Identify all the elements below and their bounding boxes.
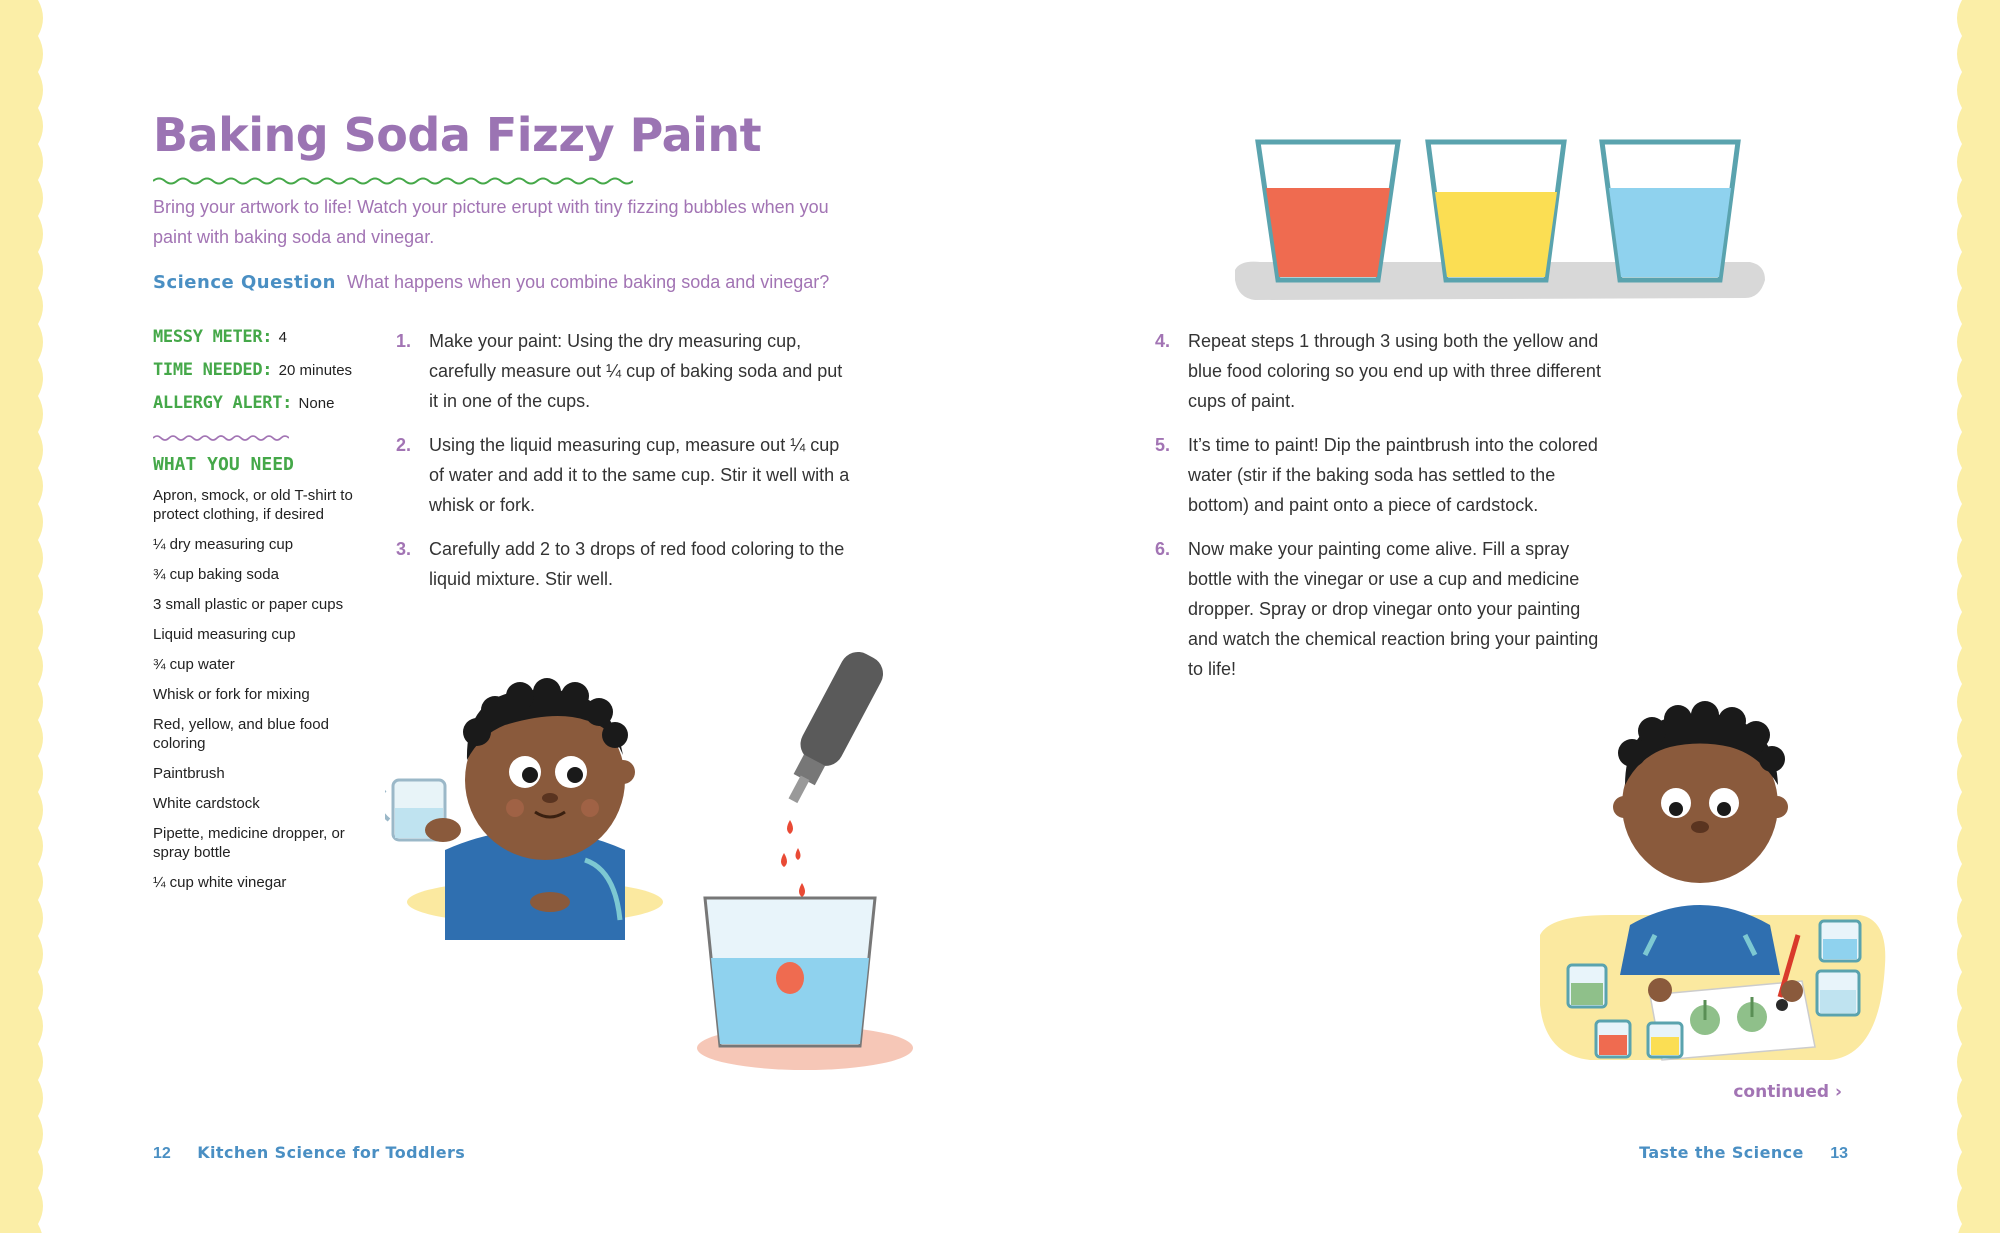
step-text: Carefully add 2 to 3 drops of red food coloring to the liquid mixture. Stir well. [429, 539, 845, 589]
step-item [396, 430, 856, 520]
step-text: Using the liquid measuring cup, measure out ¼ cup of water and add it to the same cup. Stir it well with a whisk or fork. [429, 435, 850, 515]
time-needed-value: 20 minutes [278, 362, 353, 379]
messy-meter-value: 4 [278, 329, 288, 346]
science-question-text: What happens when you combine baking soda and vinegar? [346, 272, 830, 292]
step-number: 5. [1155, 435, 1171, 455]
sidebar-divider-wave [153, 434, 289, 442]
supply-item: Liquid measuring cup [153, 626, 296, 643]
step-item [396, 534, 856, 594]
page-title: Baking Soda Fizzy Paint [153, 108, 762, 162]
page-number-left: 12 [153, 1145, 171, 1162]
step-text: Now make your painting come alive. Fill a spray bottle with the vinegar or use a cup and medicine dropper. Spray or drop vinegar onto your painting and watch the chemical reaction bring your painting to life! [1188, 539, 1599, 679]
book-title: Kitchen Science for Toddlers [197, 1143, 466, 1162]
what-you-need-heading: WHAT YOU NEED [153, 454, 294, 475]
left-page-edge [0, 0, 60, 1233]
step-item [396, 326, 856, 416]
allergy-alert [153, 393, 352, 426]
supply-item: Apron, smock, or old T-shirt to protect clothing, if desired [153, 487, 353, 523]
step-item [1155, 326, 1615, 416]
allergy-alert-value: None [298, 395, 335, 412]
child-painting-illustration [1530, 635, 1890, 1075]
child-pouring-illustration [385, 640, 675, 940]
supply-item: Whisk or fork for mixing [153, 686, 310, 703]
supplies-list [153, 486, 373, 903]
supply-item: Red, yellow, and blue food coloring [153, 716, 329, 752]
continued-label: continued › [1733, 1082, 1842, 1102]
step-number: 2. [396, 435, 412, 455]
supply-item: ¼ dry measuring cup [153, 536, 294, 553]
messy-meter [153, 327, 352, 360]
allergy-alert-label: ALLERGY ALERT: [153, 393, 293, 413]
time-needed-label: TIME NEEDED: [153, 360, 273, 380]
section-title: Taste the Science [1639, 1143, 1804, 1162]
science-question-label: Science Question [153, 272, 336, 293]
supply-item: White cardstock [153, 795, 260, 812]
title-underline-wave [153, 176, 633, 186]
footer-left [153, 1143, 465, 1163]
step-number: 6. [1155, 539, 1171, 559]
step-number: 4. [1155, 331, 1171, 351]
step-text: It’s time to paint! Dip the paintbrush into the colored water (stir if the baking soda has settled to the bottom) and paint onto a piece of cardstock. [1188, 435, 1598, 515]
step-number: 3. [396, 539, 412, 559]
dropper-glass-illustration [690, 648, 930, 1073]
supply-item: Paintbrush [153, 765, 225, 782]
supply-item: ¾ cup baking soda [153, 566, 279, 583]
intro-text: Bring your artwork to life! Watch your picture erupt with tiny fizzing bubbles when you paint with baking soda and vinegar. [153, 197, 829, 247]
supply-item: ¼ cup white vinegar [153, 874, 287, 891]
time-needed [153, 360, 352, 393]
steps-list-left [396, 326, 856, 608]
step-item [1155, 430, 1615, 520]
messy-meter-label: MESSY METER: [153, 327, 273, 347]
science-question [153, 272, 829, 293]
page-number-right: 13 [1830, 1145, 1848, 1162]
right-page-edge [1940, 0, 2000, 1233]
supply-item: Pipette, medicine dropper, or spray bottle [153, 825, 345, 861]
activity-meters [153, 327, 352, 426]
supply-item: 3 small plastic or paper cups [153, 596, 344, 613]
step-text: Make your paint: Using the dry measuring cup, carefully measure out ¼ cup of baking soda and put it in one of the cups. [429, 331, 843, 411]
step-number: 1. [396, 331, 412, 351]
footer-right [1639, 1143, 1848, 1163]
supply-item: ¾ cup water [153, 656, 235, 673]
step-text: Repeat steps 1 through 3 using both the yellow and blue food coloring so you end up with three different cups of paint. [1188, 331, 1601, 411]
three-paint-cups-illustration [1230, 120, 1770, 315]
